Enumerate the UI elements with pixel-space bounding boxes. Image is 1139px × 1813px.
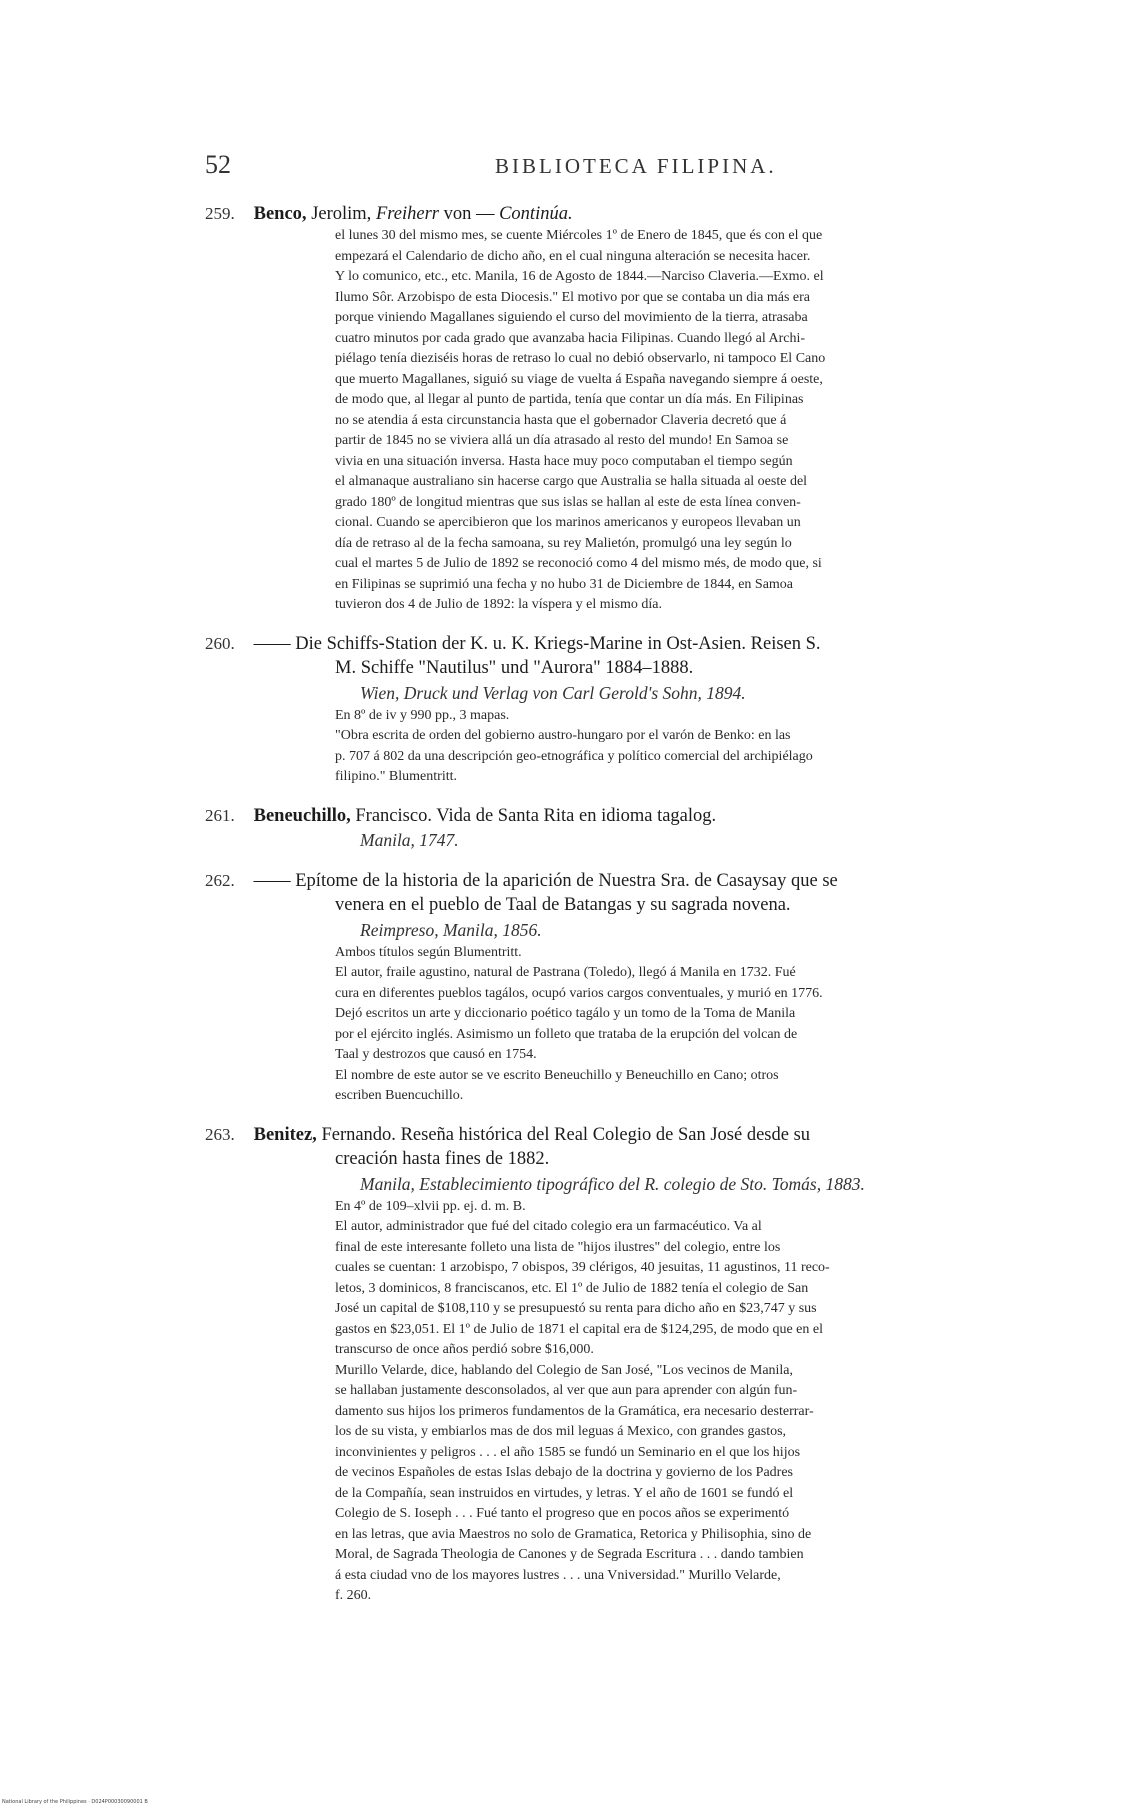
entry-title-line: venera en el pueblo de Taal de Batangas y su sagrada novena. [335, 894, 791, 915]
note-line: grado 180º de longitud mientras que sus islas se hallan al este de esta línea conven- [335, 494, 801, 510]
entry-note [335, 943, 1080, 1107]
entry-number: 262. [205, 870, 235, 890]
note-line: inconvinientes y peligros . . . el año 1585 se fundó un Seminario en el que los hijos [335, 1444, 801, 1460]
note-line: por el ejército inglés. Asimismo un folleto que trataba de la erupción del volcan de [335, 1026, 798, 1042]
note-line: "Obra escrita de orden del gobierno austro-hungaro por el varón de Benko: en las [335, 728, 791, 743]
entry-title-line: Die Schiffs-Station der K. u. K. Kriegs-Marine in Ost-Asien. Reisen S. [295, 633, 821, 654]
page-number: 52 [205, 150, 231, 179]
note-line: transcurso de once años perdió sobre $16,000. [335, 1342, 594, 1357]
note-line: José un capital de $108,110 y se presupuestó su renta para dicho año en $23,747 y sus [335, 1301, 817, 1316]
note-line: porque viniendo Magallanes siguiendo el curso del movimiento de la tierra, atrasaba [335, 310, 808, 325]
note-line: cuatro minutos por cada grado que avanzaba hacia Filipinas. Cuando llegó al Archi- [335, 330, 806, 346]
note-line: El nombre de este autor se ve escrito Beneuchillo y Beneuchillo en Cano; otros [335, 1067, 779, 1083]
note-line: á esta ciudad vno de los mayores lustres . . . una Vniversidad." Murillo Velarde, [335, 1567, 781, 1583]
entry-number: 261. [205, 805, 235, 825]
entry-number: 260. [205, 633, 235, 653]
entry-title-line: creación hasta fines de 1882. [335, 1148, 550, 1169]
note-line: letos, 3 dominicos, 8 franciscanos, etc. El 1º de Julio de 1882 tenía el colegio de San [335, 1280, 809, 1296]
entry-imprint: Manila, Establecimiento tipográfico del R. colegio de Sto. Tomás, 1883. [360, 1173, 865, 1194]
note-line: cuales se cuentan: 1 arzobispo, 7 obispos, 39 clérigos, 40 jesuitas, 11 agustinos, 11 reco- [335, 1260, 830, 1275]
note-line: p. 707 á 802 da una descripción geo-etnográfica y político comercial del archipiélago [335, 748, 813, 764]
entry-imprint: Wien, Druck und Verlag von Carl Gerold's Sohn, 1894. [360, 682, 746, 703]
entry-continuation: Continúa. [499, 204, 573, 224]
note-line: Ilumo Sôr. Arzobispo de esta Diocesis." El motivo por que se contaba un dia más era [335, 289, 811, 305]
entry-author: Beneuchillo, [253, 805, 351, 826]
entry-heading [205, 804, 1080, 828]
note-line: En 8º de iv y 990 pp., 3 mapas. [335, 707, 510, 723]
entry-262 [205, 869, 1080, 1107]
note-line: f. 260. [335, 1588, 372, 1603]
note-line: empezará el Calendario de dicho año, en el cual ninguna alteración se necesita hacer. [335, 248, 811, 264]
entry-dash: —— [253, 633, 291, 654]
scan-credit: National Library of the Philippines · D024P00030090001 B [2, 1799, 148, 1805]
note-line: cura en diferentes pueblos tagálos, ocupó varios cargos conventuales, y murió en 1776. [335, 985, 823, 1001]
entry-number: 263. [205, 1124, 235, 1144]
note-line: en las letras, que avia Maestros no solo de Gramatica, Retorica y Philisophia, sino de [335, 1526, 812, 1542]
note-line: piélago tenía dieziséis horas de retraso lo cual no debió observarlo, ni tampoco El Cano [335, 351, 826, 366]
note-line: en Filipinas se suprimió una fecha y no hubo 31 de Diciembre de 1844, en Samoa [335, 576, 794, 592]
entry-author-given: Francisco. [355, 805, 432, 826]
page-header [205, 150, 1085, 190]
note-line: cional. Cuando se apercibieron que los marinos americanos y europeos llevaban un [335, 515, 801, 530]
entry-author-given: Jerolim, [311, 204, 372, 224]
note-line: gastos en $23,051. El 1º de Julio de 1871 el capital era de $124,295, de modo que en el [335, 1321, 824, 1337]
note-line: final de este interesante folleto una lista de "hijos ilustres" del colegio, entre los [335, 1239, 781, 1255]
note-line: día de retraso al de la fecha samoana, su rey Malietón, promulgó una ley según lo [335, 535, 792, 551]
note-line: escriben Buencuchillo. [335, 1088, 464, 1103]
note-line: no se atendia á esta circunstancia hasta que el gobernador Claveria decretó que á [335, 412, 787, 428]
entry-author-given: Fernando. [321, 1124, 396, 1145]
running-title: BIBLIOTECA FILIPINA. [495, 154, 777, 178]
note-line: el almanaque australiano sin hacerse cargo que Australia se halla situada al oeste del [335, 474, 808, 489]
note-line: cual el martes 5 de Julio de 1892 se reconoció como 4 del mismo més, de modo que, si [335, 556, 822, 571]
entry-259 [205, 202, 1080, 616]
note-line: Taal y destrozos que causó en 1754. [335, 1047, 537, 1062]
entry-heading [205, 202, 1080, 226]
entry-title-line: Reseña histórica del Real Colegio de San José desde su [400, 1124, 811, 1145]
entry-261 [205, 804, 1080, 853]
note-line: vivia en una situación inversa. Hasta hace muy poco computaban el tiempo según [335, 453, 793, 469]
entry-heading [205, 632, 1080, 656]
note-line: tuvieron dos 4 de Julio de 1892: la víspera y el mismo día. [335, 597, 663, 612]
entry-title-line: Vida de Santa Rita en idioma tagalog. [436, 805, 717, 826]
entry-title-line: M. Schiffe "Nautilus" und "Aurora" 1884–1888. [335, 657, 694, 678]
note-line: que muerto Magallanes, siguió su viage de vuelta á España navegando siempre á oeste, [335, 371, 823, 387]
entry-note [335, 226, 1080, 616]
note-line: Ambos títulos según Blumentritt. [335, 944, 522, 960]
note-line: Dejó escritos un arte y diccionario poético tagálo y un tomo de la Toma de Manila [335, 1006, 796, 1021]
note-line: Moral, de Sagrada Theologia de Canones y de Segrada Escritura . . . dando tambien [335, 1547, 804, 1562]
note-line: de la Compañía, sean instruidos en virtudes, y letras. Y el año de 1601 se fundó el [335, 1485, 794, 1501]
entry-260 [205, 632, 1080, 788]
note-line: el lunes 30 del mismo mes, se cuente Miércoles 1º de Enero de 1845, que és con el que [335, 228, 823, 243]
entry-263 [205, 1123, 1080, 1607]
entry-qualifier-tail: von — [443, 204, 495, 224]
note-line: filipino." Blumentritt. [335, 769, 457, 784]
note-line: damento sus hijos los primeros fundamentos de la Gramática, era necesario desterrar- [335, 1403, 814, 1419]
note-line: de modo que, al llegar al punto de partida, tenía que contar un día más. En Filipinas [335, 392, 804, 407]
entry-note [335, 706, 1080, 788]
entry-qualifier: Freiherr [375, 204, 439, 224]
note-line: se hallaban justamente desconsolados, al ver que aun para aprender con algún fun- [335, 1383, 798, 1398]
note-line: Y lo comunico, etc., etc. Manila, 16 de Agosto de 1844.—Narciso Claveria.—Exmo. el [335, 269, 824, 284]
entry-note [335, 1197, 1080, 1607]
note-line: En 4º de 109–xlvii pp. ej. d. m. B. [335, 1198, 526, 1214]
entry-heading [205, 869, 1080, 893]
entry-number: 259. [205, 204, 235, 223]
entry-title-line: Epítome de la historia de la aparición de Nuestra Sra. de Casaysay que se [295, 870, 838, 891]
note-line: de vecinos Españoles de estas Islas debajo de la doctrina y govierno de los Padres [335, 1465, 793, 1480]
note-line: El autor, fraile agustino, natural de Pastrana (Toledo), llegó á Manila en 1732. Fué [335, 965, 796, 980]
entry-dash: —— [253, 870, 291, 891]
entry-imprint: Reimpreso, Manila, 1856. [360, 919, 542, 940]
entry-imprint: Manila, 1747. [360, 829, 459, 850]
entry-author: Benitez, [253, 1124, 317, 1145]
entry-heading [205, 1123, 1080, 1147]
note-line: partir de 1845 no se viviera allá un día atrasado al resto del mundo! En Samoa se [335, 433, 789, 448]
note-line: los de su vista, y embiarlos mas de dos mil leguas á Mexico, con grandes gastos, [335, 1424, 787, 1439]
entry-author: Benco, [253, 204, 307, 224]
note-line: Murillo Velarde, dice, hablando del Colegio de San José, "Los vecinos de Manila, [335, 1362, 794, 1378]
page-content [205, 202, 1080, 1623]
note-line: El autor, administrador que fué del citado colegio era un farmacéutico. Va al [335, 1219, 762, 1234]
note-line: Colegio de S. Ioseph . . . Fué tanto el progreso que en pocos años se experimentó [335, 1506, 790, 1521]
